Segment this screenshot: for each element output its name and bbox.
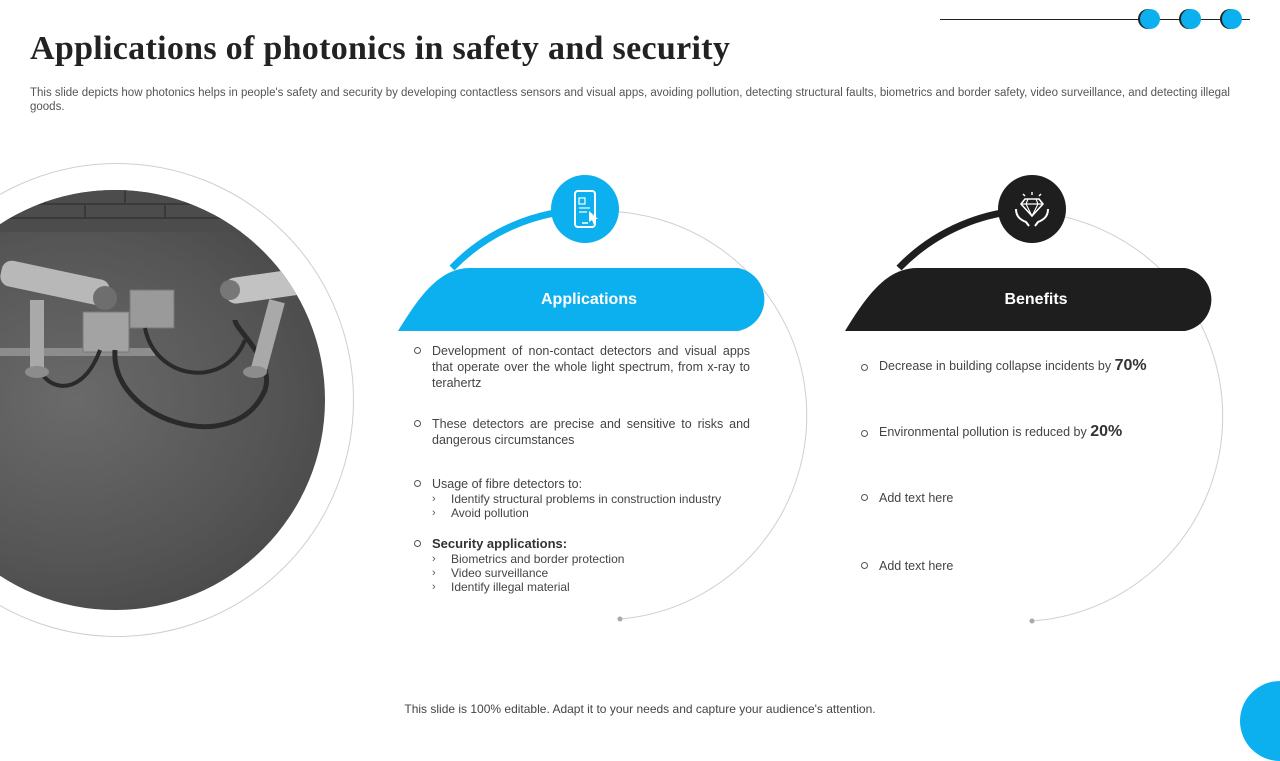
- list-item: These detectors are precise and sensitive to risks and dangerous circumstances: [432, 416, 750, 448]
- applications-heading: Applications: [540, 291, 637, 308]
- list-item: Add text here: [879, 558, 1209, 574]
- list-item: Usage of fibre detectors to: › Identify structural problems in construction industry › Avoid pollution: [432, 476, 750, 520]
- chevron-right-icon: ›: [432, 567, 436, 579]
- sub-item: › Identify structural problems in construction industry: [432, 492, 722, 506]
- sub-item: › Video surveillance: [432, 566, 549, 580]
- list-item: Environmental pollution is reduced by 20%: [879, 424, 1209, 440]
- sub-item: › Avoid pollution: [432, 506, 529, 520]
- chevron-right-icon: ›: [432, 553, 436, 565]
- diamond-hands-icon: [998, 175, 1066, 243]
- benefits-heading: Benefits: [1004, 291, 1068, 308]
- sub-item: › Identify illegal material: [432, 580, 570, 594]
- bullet-icon: [861, 562, 868, 569]
- list-item: Add text here: [879, 490, 1209, 506]
- bullet-icon: [861, 364, 868, 371]
- footer-note: This slide is 100% editable. Adapt it to your needs and capture your audience's attention.: [404, 702, 876, 716]
- page-title: Applications of photonics in safety and security: [30, 30, 731, 67]
- chevron-right-icon: ›: [432, 581, 436, 593]
- slide-description: This slide depicts how photonics helps in people's safety and security by developing contactless sensors and visual apps, avoiding pollution, detecting structural faults, biometrics and border safety, video surveillance, and detecting illegal goods.: [30, 87, 1230, 113]
- bullet-icon: [861, 494, 868, 501]
- list-item: Decrease in building collapse incidents by 70%: [879, 358, 1209, 374]
- chevron-right-icon: ›: [432, 507, 436, 519]
- list-item: Development of non-contact detectors and visual apps that operate over the whole light spectrum, from x-ray to terahertz: [432, 343, 750, 391]
- list-item: Security applications: › Biometrics and border protection › Video surveillance › Identify illegal material: [432, 536, 750, 594]
- bullet-icon: [861, 430, 868, 437]
- sub-item: › Biometrics and border protection: [432, 552, 625, 566]
- chevron-right-icon: ›: [432, 493, 436, 505]
